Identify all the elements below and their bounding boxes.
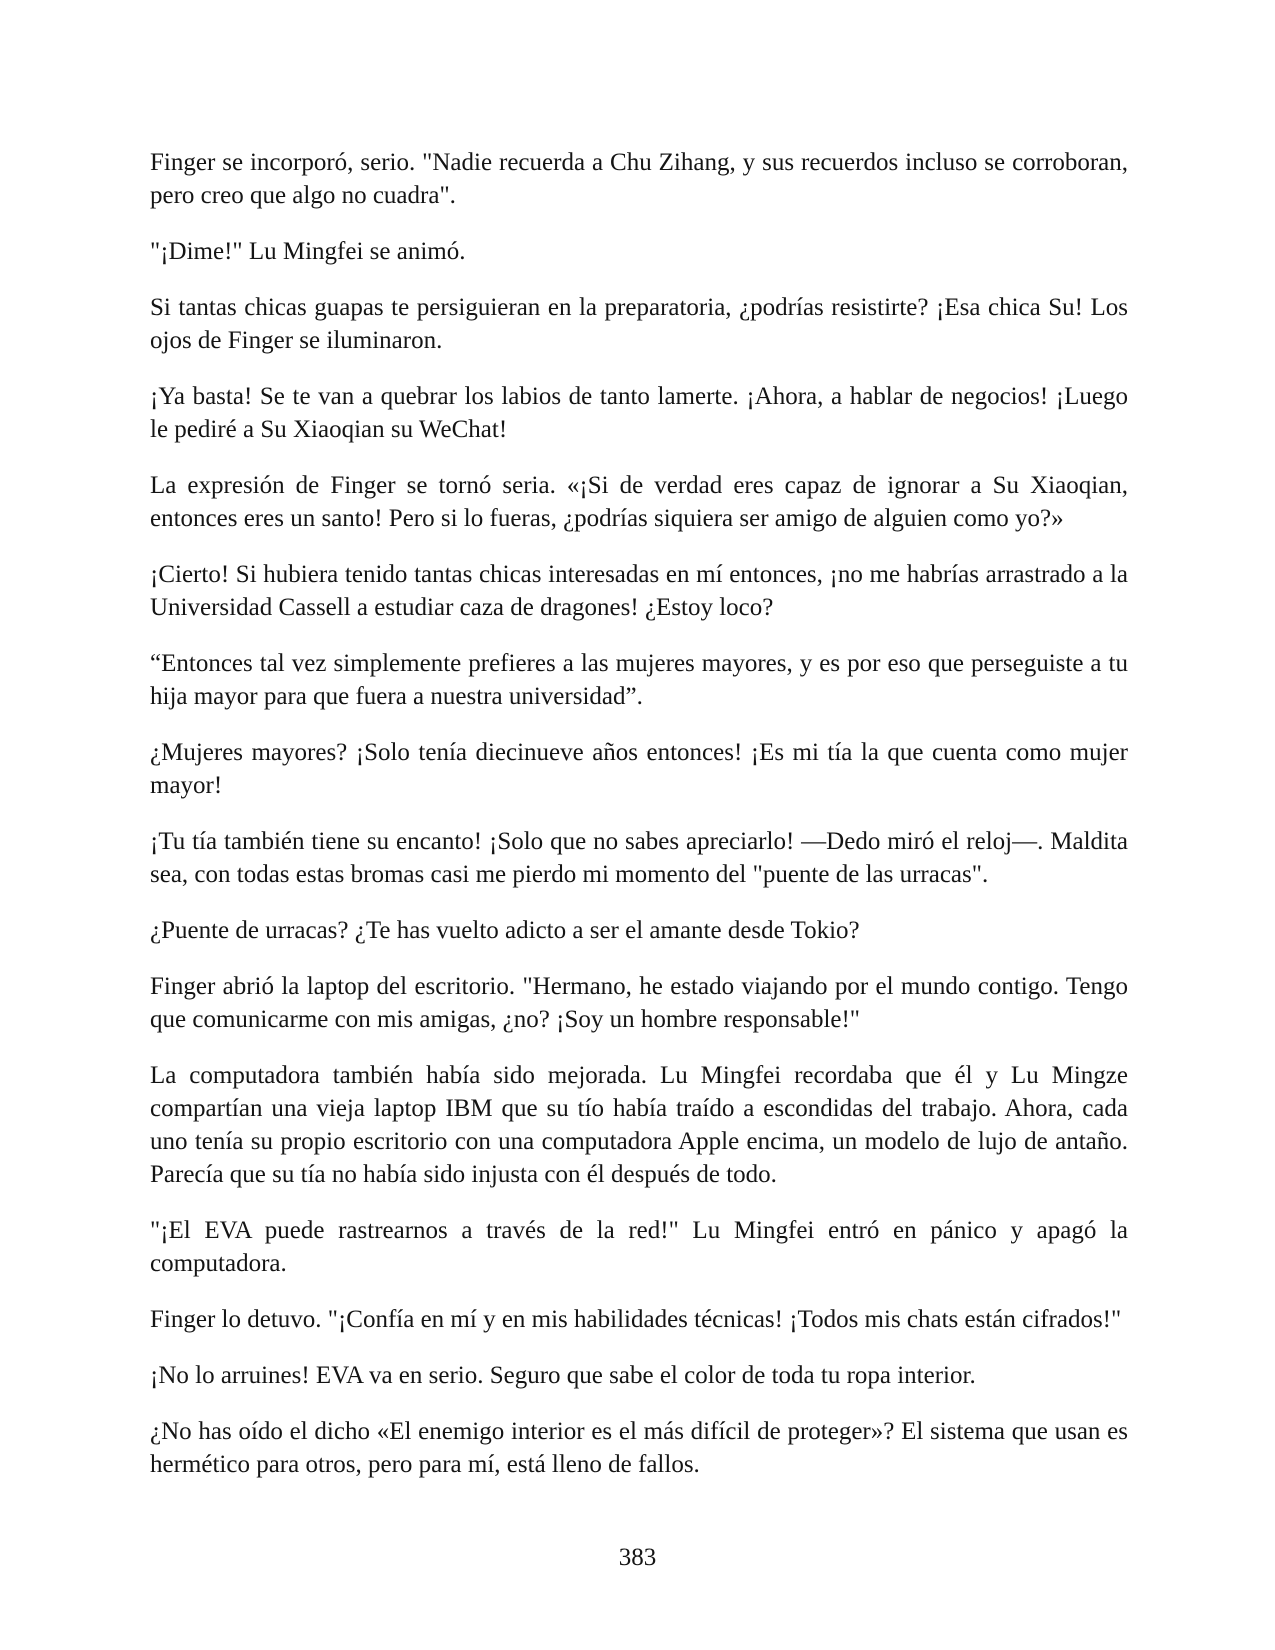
paragraph: ¡Ya basta! Se te van a quebrar los labios de tanto lamerte. ¡Ahora, a hablar de negocios! ¡Luego le pediré a Su Xiaoqian su WeChat!	[150, 383, 1128, 443]
paragraph: ¡Tu tía también tiene su encanto! ¡Solo que no sabes apreciarlo! —Dedo miró el reloj—. Maldita sea, con todas estas bromas casi me pierdo mi momento del "puente de las urracas".	[150, 828, 1128, 888]
paragraph: ¡Cierto! Si hubiera tenido tantas chicas interesadas en mí entonces, ¡no me habrías arrastrado a la Universidad Cassell a estudiar caza de dragones! ¿Estoy loco?	[150, 561, 1128, 621]
text-content	[150, 146, 1128, 1504]
paragraph: La expresión de Finger se tornó seria. «¡Si de verdad eres capaz de ignorar a Su Xiaoqian, entonces eres un santo! Pero si lo fueras, ¿podrías siquiera ser amigo de alguien como yo?»	[150, 472, 1128, 532]
paragraph: Finger se incorporó, serio. "Nadie recuerda a Chu Zihang, y sus recuerdos incluso se corroboran, pero creo que algo no cuadra".	[150, 149, 1128, 209]
paragraph: ¡No lo arruines! EVA va en serio. Seguro que sabe el color de toda tu ropa interior.	[150, 1362, 976, 1389]
paragraph: ¿No has oído el dicho «El enemigo interior es el más difícil de proteger»? El sistema que usan es hermético para otros, pero para mí, está lleno de fallos.	[150, 1418, 1128, 1478]
page-number: 383	[618, 1544, 657, 1571]
paragraph: Finger abrió la laptop del escritorio. "Hermano, he estado viajando por el mundo contigo. Tengo que comunicarme con mis amigas, ¿no? ¡Soy un hombre responsable!"	[150, 973, 1128, 1033]
paragraph: Si tantas chicas guapas te persiguieran en la preparatoria, ¿podrías resistirte? ¡Esa chica Su! Los ojos de Finger se iluminaron.	[150, 294, 1128, 354]
paragraph: "¡Dime!" Lu Mingfei se animó.	[150, 238, 466, 265]
paragraph: “Entonces tal vez simplemente prefieres a las mujeres mayores, y es por eso que perseguiste a tu hija mayor para que fuera a nuestra universidad”.	[150, 650, 1128, 710]
paragraph: Finger lo detuvo. "¡Confía en mí y en mis habilidades técnicas! ¡Todos mis chats están cifrados!"	[150, 1306, 1122, 1333]
paragraph: La computadora también había sido mejorada. Lu Mingfei recordaba que él y Lu Mingze compartían una vieja laptop IBM que su tío había traído a escondidas del trabajo. Ahora, cada uno tenía su propio escritorio con una computadora Apple encima, un modelo de lujo de antaño. Parecía que su tía no había sido injusta con él después de todo.	[150, 1062, 1128, 1188]
paragraph: ¿Mujeres mayores? ¡Solo tenía diecinueve años entonces! ¡Es mi tía la que cuenta como mujer mayor!	[150, 739, 1128, 799]
paragraph: "¡El EVA puede rastrearnos a través de la red!" Lu Mingfei entró en pánico y apagó la computadora.	[150, 1217, 1128, 1277]
paragraph: ¿Puente de urracas? ¿Te has vuelto adicto a ser el amante desde Tokio?	[150, 917, 860, 944]
